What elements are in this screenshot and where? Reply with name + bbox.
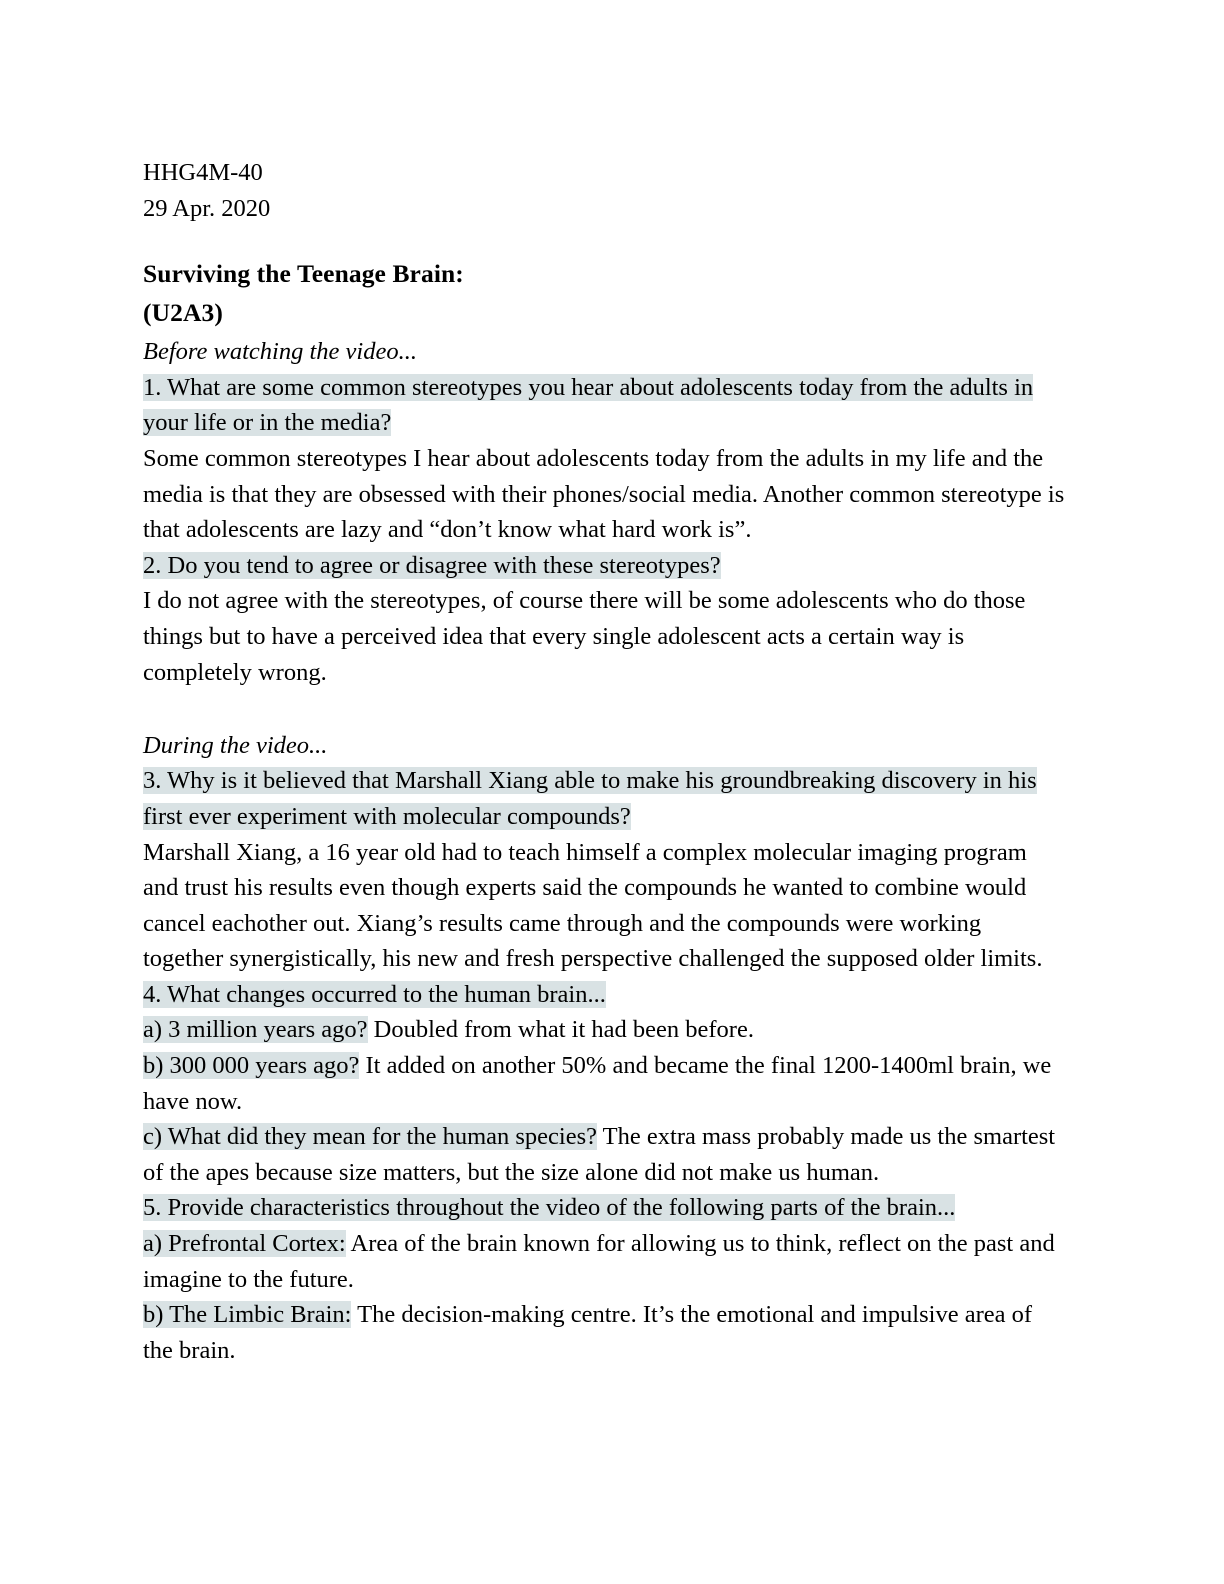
question-4c-highlight: c) What did they mean for the human species? [143,1123,597,1151]
question-3 [143,763,1066,834]
title-block [143,254,1066,332]
course-code: HHG4M-40 [143,159,263,186]
question-4a [143,1012,1066,1048]
document-body [143,155,1066,1368]
answer-4b: It added on another 50% and became the final 1200-1400ml brain, we have now. [143,1052,1052,1115]
question-2 [143,548,1066,584]
question-5-highlight: 5. Provide characteristics throughout the video of the following parts of the brain... [143,1194,956,1222]
answer-4c: The extra mass probably made us the smartest of the apes because size matters, but the size alone did not make us human. [143,1123,1056,1186]
answer-3: Marshall Xiang, a 16 year old had to teach himself a complex molecular imaging program and trust his results even though experts said the compounds he wanted to combine would cancel eachother out. Xiang’s results came through and the compounds were working together synergistically, his new and fresh perspective challenged the supposed older limits. [143,838,1043,973]
question-4b [143,1048,1066,1119]
question-4b-highlight: b) 300 000 years ago? [143,1052,360,1080]
answer-1: Some common stereotypes I hear about adolescents today from the adults in my life and the media is that they are obsessed with their phones/social media. Another common stereotype is that adolescents are lazy and “don’t know what hard work is”. [143,444,1065,544]
question-5b-highlight: b) The Limbic Brain: [143,1301,352,1329]
question-4 [143,977,1066,1013]
section-label-during: During the video... [143,731,328,759]
answer-5a: Area of the brain known for allowing us to think, reflect on the past and imagine to the future. [143,1230,1055,1293]
section-label-before: Before watching the video... [143,338,417,366]
question-2-highlight: 2. Do you tend to agree or disagree with these stereotypes? [143,551,721,579]
question-5b [143,1297,1066,1368]
answer-2: I do not agree with the stereotypes, of course there will be some adolescents who do those things but to have a perceived idea that every single adolescent acts a certain way is completely wrong. [143,587,1026,686]
answer-5b: The decision-making centre. It’s the emotional and impulsive area of the brain. [143,1301,1033,1364]
question-4a-highlight: a) 3 million years ago? [143,1016,368,1044]
question-3-highlight: 3. Why is it believed that Marshall Xiang able to make his groundbreaking discovery in his first ever experiment with molecular compounds? [143,767,1037,830]
question-5a-highlight: a) Prefrontal Cortex: [143,1230,346,1258]
page-subtitle: (U2A3) [143,298,223,328]
question-4c [143,1119,1066,1190]
answer-4a: Doubled from what it had been before. [367,1016,754,1044]
paragraph-spacer [143,690,1066,726]
question-4-highlight: 4. What changes occurred to the human brain... [143,980,606,1008]
document-date: 29 Apr. 2020 [143,194,271,222]
question-5 [143,1190,1066,1226]
question-1-highlight: 1. What are some common stereotypes you hear about adolescents today from the adults in your life or in the media? [143,373,1034,437]
page-title: Surviving the Teenage Brain: [143,259,464,289]
question-1 [143,370,1066,441]
question-5a [143,1226,1066,1297]
